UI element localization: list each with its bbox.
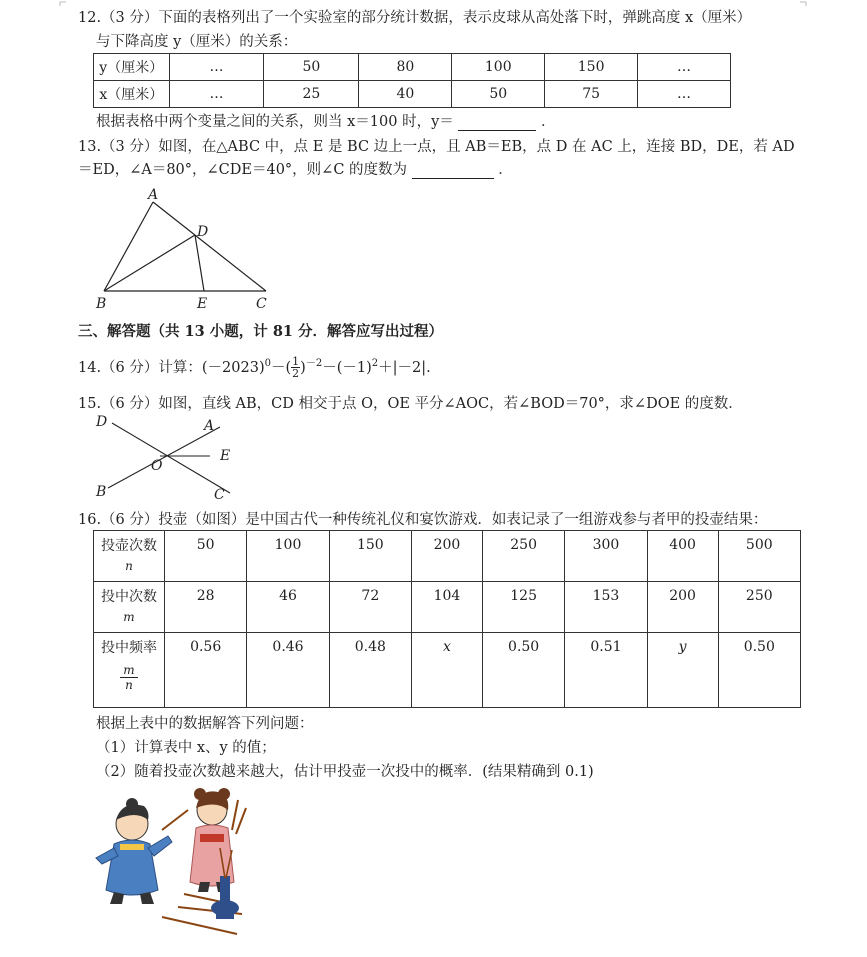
q12-cell: 40 xyxy=(359,81,452,108)
q13-line2-end: ． xyxy=(498,162,513,178)
frac-numerator: 1 xyxy=(292,355,300,369)
q16-cell: 150 xyxy=(329,531,411,582)
label-d: D xyxy=(96,414,108,430)
touhu-illustration xyxy=(92,782,262,942)
q16-table xyxy=(93,530,801,708)
q16-cell: 0.56 xyxy=(165,633,247,708)
q16-row-header xyxy=(94,582,165,633)
q16-cell: 0.50 xyxy=(718,633,800,708)
q16-row-header xyxy=(94,531,165,582)
q12-cell: 100 xyxy=(452,54,545,81)
label-o: O xyxy=(151,458,163,474)
girl-figure xyxy=(190,788,246,892)
q12-cell: … xyxy=(638,54,731,81)
q16-cell: 46 xyxy=(247,582,329,633)
line-ba xyxy=(108,427,220,488)
q12-table xyxy=(93,53,731,108)
q16-cell: 125 xyxy=(482,582,564,633)
boy-figure xyxy=(96,798,188,904)
q16-cell: 0.50 xyxy=(482,633,564,708)
q12-line1: 12.（3 分）下面的表格列出了一个实验室的部分统计数据，表示皮球从高处落下时，弹跳高度 x（厘米） xyxy=(78,10,752,26)
q13-line2-text: ＝ED，∠A＝80°，∠CDE＝40°，则∠C 的度数为 xyxy=(78,162,408,178)
q12-cell: y（厘米） xyxy=(94,54,170,81)
label-a: A xyxy=(148,187,159,203)
q16-cell: 200 xyxy=(411,531,482,582)
q16-cell: 50 xyxy=(165,531,247,582)
q12-question-end: ． xyxy=(540,114,556,130)
segment-bd xyxy=(104,235,195,291)
q14-fraction xyxy=(291,356,300,379)
q12-cell: … xyxy=(169,81,264,108)
q16-cell: 250 xyxy=(482,531,564,582)
q16-cell: 104 xyxy=(411,582,482,633)
q16-cell: 153 xyxy=(565,582,647,633)
answer-blank[interactable] xyxy=(412,162,494,179)
q12-cell: … xyxy=(638,81,731,108)
row-header-fraction xyxy=(120,663,137,692)
q12-cell: 50 xyxy=(452,81,545,108)
q16-sub2: （2）随着投壶次数越来越大，估计甲投壶一次投中的概率．(结果精确到 0.1) xyxy=(96,764,594,780)
q16-cell: 200 xyxy=(647,582,718,633)
label-c: C xyxy=(214,487,225,503)
frac-denominator: n xyxy=(125,678,133,692)
q12-cell: 25 xyxy=(264,81,359,108)
q16-cell: 28 xyxy=(165,582,247,633)
row-header-label: 投中频率 xyxy=(101,640,157,656)
q16-line: 16.（6 分）投壶（如图）是中国古代一种传统礼仪和宴饮游戏．如表记录了一组游戏参与者甲的投壶结果： xyxy=(78,512,768,528)
q16-cell: 400 xyxy=(647,531,718,582)
q14-prefix: 14.（6 分）计算：(－2023) xyxy=(78,359,265,376)
q12-cell: 75 xyxy=(545,81,638,108)
q16-cell: 250 xyxy=(718,582,800,633)
q12-cell: x（厘米） xyxy=(94,81,170,108)
q16-sub1: （1）计算表中 x、y 的值； xyxy=(96,740,276,756)
row-header-var: n xyxy=(125,559,133,573)
q14-exp-2: 2 xyxy=(371,358,379,369)
row-header-label: 投中次数 xyxy=(101,589,157,605)
q14-exp-zero: 0 xyxy=(264,358,271,369)
row-header-label: 投壶次数 xyxy=(101,538,157,554)
q13-line1: 13.（3 分）如图，在△ABC 中，点 E 是 BC 边上一点，且 AB＝EB，点 D 在 AC 上，连接 BD，DE，若 AD xyxy=(78,139,795,155)
q12-cell: 80 xyxy=(359,54,452,81)
label-e: E xyxy=(220,448,231,464)
q15-lines-figure xyxy=(90,410,250,505)
q12-question-text: 根据表格中两个变量之间的关系，则当 x＝100 时，y＝ xyxy=(96,114,454,130)
q16-row-header xyxy=(94,633,165,708)
q16-cell: 0.51 xyxy=(565,633,647,708)
q14-line xyxy=(78,354,431,379)
q12-cell: … xyxy=(169,54,264,81)
q14-rest: －(－1) xyxy=(322,359,372,376)
label-b: B xyxy=(96,484,107,500)
q14-close: ) xyxy=(300,359,306,376)
q12-question xyxy=(96,110,555,131)
q13-triangle-figure xyxy=(90,185,280,313)
q12-cell: 150 xyxy=(545,54,638,81)
label-d: D xyxy=(197,224,209,240)
q16-cell: 72 xyxy=(329,582,411,633)
label-b: B xyxy=(96,296,107,312)
q14-tail: ＋|－2|. xyxy=(378,359,431,376)
q16-cell: 0.46 xyxy=(247,633,329,708)
q16-cell: x xyxy=(411,633,482,708)
section-heading: 三、解答题（共 13 小题，计 81 分．解答应写出过程） xyxy=(78,323,444,340)
row-header-var: m xyxy=(123,610,135,624)
q13-line2 xyxy=(78,158,513,179)
q12-cell: 50 xyxy=(264,54,359,81)
q14-exp-neg2: －2 xyxy=(305,358,323,369)
q16-cell: 0.48 xyxy=(329,633,411,708)
answer-blank[interactable] xyxy=(458,114,536,131)
frac-numerator: m xyxy=(120,663,137,678)
q16-cell: 500 xyxy=(718,531,800,582)
q12-line2: 与下降高度 y（厘米）的关系： xyxy=(96,34,298,50)
q14-minus: －( xyxy=(270,359,292,376)
q16-after-table: 根据上表中的数据解答下列问题： xyxy=(96,716,314,732)
q16-cell: 300 xyxy=(565,531,647,582)
label-a: A xyxy=(204,418,215,434)
edge-ab xyxy=(104,202,153,291)
q16-cell: y xyxy=(647,633,718,708)
q15-line: 15.（6 分）如图，直线 AB，CD 相交于点 O，OE 平分∠AOC，若∠BOD＝70°，求∠DOE 的度数． xyxy=(78,396,743,412)
edge-ac xyxy=(153,202,266,291)
segment-de xyxy=(195,235,204,291)
frac-denominator: 2 xyxy=(292,367,300,381)
label-c: C xyxy=(256,296,267,312)
q16-cell: 100 xyxy=(247,531,329,582)
label-e: E xyxy=(197,296,208,312)
